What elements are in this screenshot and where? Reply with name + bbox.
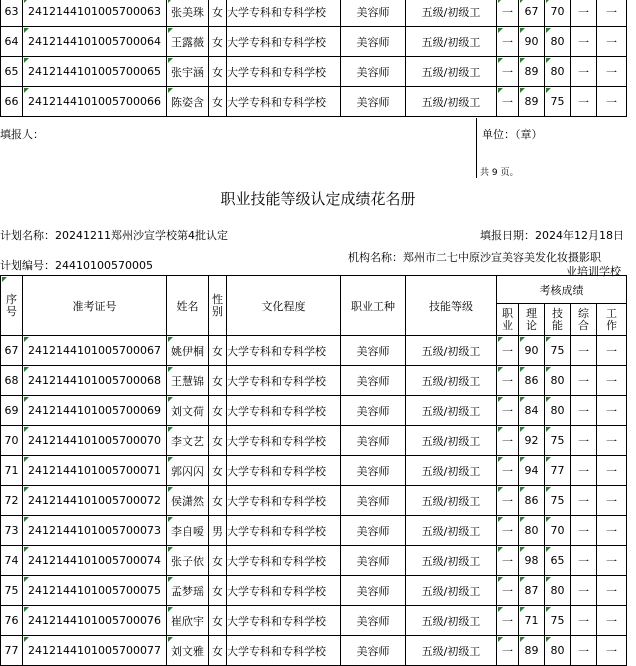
name-cell: 刘文荷 [167,396,209,426]
score-theory-cell: 84 [519,396,545,426]
header-score-work: 工作 [597,304,627,336]
job-cell: 美容师 [341,456,406,486]
score-occupation-cell: 一 [497,546,519,576]
level-cell: 五级/初级工 [406,576,497,606]
name-cell: 孟梦瑶 [167,576,209,606]
exam-id-cell: 2412144101005700074 [23,546,167,576]
score-skill-cell: 70 [545,516,571,546]
job-cell: 美容师 [341,426,406,456]
score-work-cell: 一 [597,27,627,57]
education-cell: 大学专科和专科学校 [227,426,341,456]
score-skill-cell: 75 [545,87,571,117]
exam-id-cell: 2412144101005700070 [23,426,167,456]
header-score-skill: 技能 [545,304,571,336]
seq-cell: 69 [1,396,23,426]
score-composite-cell: 一 [571,516,597,546]
score-composite-cell: 一 [571,0,597,27]
plan-number: 计划编号：24410100570005 [0,259,153,272]
table-row [1,0,627,27]
table-row [1,636,627,666]
education-cell: 大学专科和专科学校 [227,57,341,87]
seq-cell: 75 [1,576,23,606]
exam-id-cell: 2412144101005700064 [23,27,167,57]
education-cell: 大学专科和专科学校 [227,546,341,576]
score-theory-cell: 86 [519,366,545,396]
gender-cell: 女 [209,456,227,486]
score-work-cell: 一 [597,606,627,636]
seq-cell: 64 [1,27,23,57]
level-cell: 五级/初级工 [406,396,497,426]
table-row [1,546,627,576]
score-theory-cell: 98 [519,546,545,576]
score-occupation-cell: 一 [497,636,519,666]
education-cell: 大学专科和专科学校 [227,486,341,516]
name-cell: 王露薇 [167,27,209,57]
filler-label: 填报人： [0,128,44,141]
score-skill-cell: 80 [545,57,571,87]
education-cell: 大学专科和专科学校 [227,396,341,426]
header-name: 姓名 [167,276,209,336]
score-work-cell: 一 [597,546,627,576]
score-theory-cell: 92 [519,426,545,456]
gender-cell: 女 [209,576,227,606]
table-row [1,456,627,486]
score-occupation-cell: 一 [497,576,519,606]
education-cell: 大学专科和专科学校 [227,27,341,57]
score-theory-cell: 86 [519,486,545,516]
header-level: 技能等级 [406,276,497,336]
exam-id-cell: 2412144101005700066 [23,87,167,117]
education-cell: 大学专科和专科学校 [227,366,341,396]
seq-cell: 76 [1,606,23,636]
org-name-line2: 业培训学校 [566,265,621,278]
education-cell: 大学专科和专科学校 [227,606,341,636]
exam-id-cell: 2412144101005700065 [23,57,167,87]
plan-name: 计划名称：20241211郑州沙宣学校第4批认定 [0,229,228,242]
exam-id-cell: 2412144101005700076 [23,606,167,636]
score-composite-cell: 一 [571,546,597,576]
gender-cell: 女 [209,87,227,117]
score-skill-cell: 80 [545,366,571,396]
score-skill-cell: 80 [545,636,571,666]
gender-cell: 女 [209,486,227,516]
name-cell: 李文艺 [167,426,209,456]
table-row [1,336,627,366]
education-cell: 大学专科和专科学校 [227,456,341,486]
job-cell: 美容师 [341,516,406,546]
seq-cell: 71 [1,456,23,486]
table-row [1,516,627,546]
level-cell: 五级/初级工 [406,516,497,546]
gender-cell: 女 [209,336,227,366]
score-theory-cell: 89 [519,57,545,87]
gender-cell: 女 [209,426,227,456]
score-theory-cell: 89 [519,87,545,117]
score-occupation-cell: 一 [497,87,519,117]
level-cell: 五级/初级工 [406,336,497,366]
unit-label: 单位：（章） [482,128,543,141]
gender-cell: 女 [209,0,227,27]
header-gender: 性别 [209,276,227,336]
job-cell: 美容师 [341,336,406,366]
main-roster-table [0,275,627,666]
table-row [1,57,627,87]
education-cell: 大学专科和专科学校 [227,0,341,27]
score-work-cell: 一 [597,426,627,456]
score-theory-cell: 67 [519,0,545,27]
level-cell: 五级/初级工 [406,486,497,516]
seq-cell: 72 [1,486,23,516]
score-work-cell: 一 [597,366,627,396]
score-theory-cell: 94 [519,456,545,486]
seq-cell: 77 [1,636,23,666]
score-skill-cell: 75 [545,426,571,456]
education-cell: 大学专科和专科学校 [227,87,341,117]
score-work-cell: 一 [597,336,627,366]
score-work-cell: 一 [597,636,627,666]
header-job: 职业工种 [341,276,406,336]
score-composite-cell: 一 [571,576,597,606]
score-composite-cell: 一 [571,87,597,117]
score-work-cell: 一 [597,486,627,516]
table-row [1,396,627,426]
seq-cell: 65 [1,57,23,87]
score-composite-cell: 一 [571,396,597,426]
exam-id-cell: 2412144101005700077 [23,636,167,666]
job-cell: 美容师 [341,486,406,516]
job-cell: 美容师 [341,57,406,87]
score-occupation-cell: 一 [497,336,519,366]
score-theory-cell: 87 [519,576,545,606]
header-education: 文化程度 [227,276,341,336]
score-composite-cell: 一 [571,636,597,666]
name-cell: 王慧锦 [167,366,209,396]
job-cell: 美容师 [341,396,406,426]
seq-cell: 68 [1,366,23,396]
job-cell: 美容师 [341,636,406,666]
gender-cell: 女 [209,606,227,636]
org-name-line1: 机构名称：郑州市二七中原沙宣美容美发化妆摄影职 [348,251,601,264]
level-cell: 五级/初级工 [406,546,497,576]
gender-cell: 女 [209,57,227,87]
fill-date: 填报日期：2024年12月18日 [480,229,624,242]
score-occupation-cell: 一 [497,606,519,636]
job-cell: 美容师 [341,0,406,27]
gender-cell: 女 [209,636,227,666]
education-cell: 大学专科和专科学校 [227,516,341,546]
score-work-cell: 一 [597,396,627,426]
gender-cell: 男 [209,516,227,546]
gender-cell: 女 [209,366,227,396]
level-cell: 五级/初级工 [406,366,497,396]
exam-id-cell: 2412144101005700071 [23,456,167,486]
name-cell: 姚伊桐 [167,336,209,366]
exam-id-cell: 2412144101005700075 [23,576,167,606]
name-cell: 张美珠 [167,0,209,27]
job-cell: 美容师 [341,87,406,117]
score-occupation-cell: 一 [497,0,519,27]
exam-id-cell: 2412144101005700073 [23,516,167,546]
table-row [1,576,627,606]
level-cell: 五级/初级工 [406,606,497,636]
gender-cell: 女 [209,27,227,57]
score-composite-cell: 一 [571,426,597,456]
table-row [1,366,627,396]
score-occupation-cell: 一 [497,426,519,456]
level-cell: 五级/初级工 [406,57,497,87]
name-cell: 刘文雅 [167,636,209,666]
name-cell: 郭闪闪 [167,456,209,486]
level-cell: 五级/初级工 [406,87,497,117]
score-skill-cell: 80 [545,396,571,426]
score-skill-cell: 77 [545,456,571,486]
job-cell: 美容师 [341,27,406,57]
score-work-cell: 一 [597,456,627,486]
score-work-cell: 一 [597,516,627,546]
top-roster-table [0,0,627,117]
name-cell: 张宇涵 [167,57,209,87]
exam-id-cell: 2412144101005700072 [23,486,167,516]
job-cell: 美容师 [341,366,406,396]
seq-cell: 74 [1,546,23,576]
header-seq: 序号 [1,276,23,336]
score-skill-cell: 65 [545,546,571,576]
seq-cell: 73 [1,516,23,546]
header-scores: 考核成绩 [497,276,627,304]
header-score-occupation: 职业 [497,304,519,336]
score-work-cell: 一 [597,0,627,27]
education-cell: 大学专科和专科学校 [227,336,341,366]
header-score-theory: 理论 [519,304,545,336]
exam-id-cell: 2412144101005700067 [23,336,167,366]
score-theory-cell: 80 [519,516,545,546]
page-title: 职业技能等级认定成绩花名册 [220,190,416,208]
score-theory-cell: 90 [519,27,545,57]
score-occupation-cell: 一 [497,486,519,516]
table-row [1,27,627,57]
footer-divider [476,118,477,178]
score-occupation-cell: 一 [497,27,519,57]
table-row [1,486,627,516]
name-cell: 侯潇然 [167,486,209,516]
level-cell: 五级/初级工 [406,636,497,666]
education-cell: 大学专科和专科学校 [227,636,341,666]
score-skill-cell: 75 [545,336,571,366]
score-composite-cell: 一 [571,27,597,57]
table-row [1,87,627,117]
header-id: 准考证号 [23,276,167,336]
header-score-composite: 综合 [571,304,597,336]
score-work-cell: 一 [597,87,627,117]
score-composite-cell: 一 [571,366,597,396]
score-theory-cell: 90 [519,336,545,366]
score-composite-cell: 一 [571,57,597,87]
score-occupation-cell: 一 [497,516,519,546]
gender-cell: 女 [209,546,227,576]
score-composite-cell: 一 [571,486,597,516]
score-occupation-cell: 一 [497,396,519,426]
name-cell: 陈姿含 [167,87,209,117]
level-cell: 五级/初级工 [406,0,497,27]
seq-cell: 66 [1,87,23,117]
level-cell: 五级/初级工 [406,27,497,57]
seq-cell: 70 [1,426,23,456]
page-count: 共 9 页。 [480,168,519,178]
gender-cell: 女 [209,396,227,426]
exam-id-cell: 2412144101005700069 [23,396,167,426]
name-cell: 崔欣宇 [167,606,209,636]
score-occupation-cell: 一 [497,366,519,396]
seq-cell: 63 [1,0,23,27]
score-skill-cell: 70 [545,0,571,27]
score-occupation-cell: 一 [497,57,519,87]
job-cell: 美容师 [341,576,406,606]
name-cell: 李自嗳 [167,516,209,546]
score-composite-cell: 一 [571,456,597,486]
exam-id-cell: 2412144101005700063 [23,0,167,27]
score-occupation-cell: 一 [497,456,519,486]
job-cell: 美容师 [341,606,406,636]
score-skill-cell: 80 [545,27,571,57]
education-cell: 大学专科和专科学校 [227,576,341,606]
seq-cell: 67 [1,336,23,366]
table-row [1,426,627,456]
score-skill-cell: 75 [545,606,571,636]
score-composite-cell: 一 [571,606,597,636]
score-work-cell: 一 [597,57,627,87]
score-composite-cell: 一 [571,336,597,366]
name-cell: 张子依 [167,546,209,576]
exam-id-cell: 2412144101005700068 [23,366,167,396]
level-cell: 五级/初级工 [406,456,497,486]
score-theory-cell: 71 [519,606,545,636]
score-skill-cell: 80 [545,576,571,606]
score-work-cell: 一 [597,576,627,606]
table-row [1,606,627,636]
score-skill-cell: 75 [545,486,571,516]
score-theory-cell: 89 [519,636,545,666]
level-cell: 五级/初级工 [406,426,497,456]
job-cell: 美容师 [341,546,406,576]
